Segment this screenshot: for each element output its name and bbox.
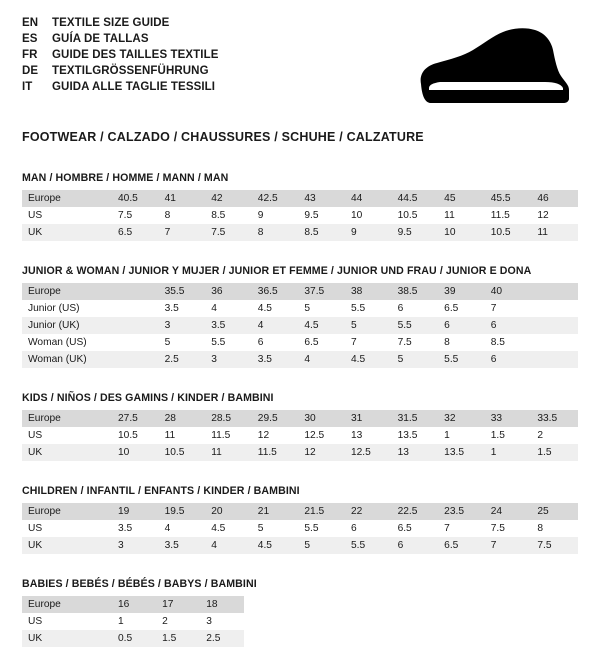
size-cell: 9	[252, 207, 299, 224]
size-cell: 2.5	[159, 351, 206, 368]
row-label: Woman (US)	[22, 334, 112, 351]
size-cell: 45.5	[485, 190, 532, 207]
table-row	[22, 410, 578, 427]
language-row	[22, 16, 219, 31]
size-cell: 35.5	[159, 283, 206, 300]
size-cell: 5	[392, 351, 439, 368]
language-row	[22, 32, 219, 47]
size-cell: 39	[438, 283, 485, 300]
size-cell: 20	[205, 503, 252, 520]
row-label: US	[22, 207, 112, 224]
size-cell: 3	[200, 613, 244, 630]
table-row	[22, 630, 244, 647]
size-cell: 28.5	[205, 410, 252, 427]
size-cell: 1	[112, 613, 156, 630]
language-title: GUÍA DE TALLAS	[52, 33, 149, 45]
size-cell: 10.5	[392, 207, 439, 224]
language-row	[22, 48, 219, 63]
size-cell: 6.5	[298, 334, 345, 351]
size-cell: 5	[345, 317, 392, 334]
size-section	[22, 578, 578, 647]
size-cell: 5	[159, 334, 206, 351]
language-title: TEXTILE SIZE GUIDE	[52, 17, 170, 29]
size-cell: 10.5	[485, 224, 532, 241]
size-cell	[112, 283, 159, 300]
size-cell: 3.5	[252, 351, 299, 368]
size-cell: 3	[205, 351, 252, 368]
size-cell: 4	[252, 317, 299, 334]
size-cell: 5.5	[345, 537, 392, 554]
table-row	[22, 444, 578, 461]
size-cell: 42	[205, 190, 252, 207]
table-row	[22, 613, 244, 630]
language-code: IT	[22, 81, 33, 93]
size-cell: 7	[345, 334, 392, 351]
size-cell: 4	[205, 300, 252, 317]
size-cell: 4.5	[298, 317, 345, 334]
size-cell: 37.5	[298, 283, 345, 300]
category-title: FOOTWEAR / CALZADO / CHAUSSURES / SCHUHE / CALZATURE	[22, 130, 424, 144]
size-cell	[112, 351, 159, 368]
language-code: EN	[22, 17, 39, 29]
language-title: GUIDE DES TAILLES TEXTILE	[52, 49, 219, 61]
size-cell	[531, 334, 578, 351]
size-cell: 8	[159, 207, 206, 224]
size-cell: 7	[485, 537, 532, 554]
size-sections	[22, 172, 578, 647]
size-cell: 30	[298, 410, 345, 427]
table-row	[22, 503, 578, 520]
size-cell: 1.5	[156, 630, 200, 647]
size-cell: 10.5	[112, 427, 159, 444]
size-cell: 4.5	[252, 537, 299, 554]
size-cell: 3.5	[159, 300, 206, 317]
section-title: CHILDREN / INFANTIL / ENFANTS / KINDER / BAMBINI	[22, 485, 300, 497]
size-cell: 9	[345, 224, 392, 241]
size-cell: 19	[112, 503, 159, 520]
size-cell: 2.5	[200, 630, 244, 647]
size-cell: 6	[438, 317, 485, 334]
size-cell: 3.5	[159, 537, 206, 554]
size-cell	[531, 283, 578, 300]
size-cell: 22.5	[392, 503, 439, 520]
section-title: JUNIOR & WOMAN / JUNIOR Y MUJER / JUNIOR ET FEMME / JUNIOR UND FRAU / JUNIOR E DONA	[22, 265, 532, 277]
size-cell: 7.5	[112, 207, 159, 224]
size-cell: 8	[531, 520, 578, 537]
size-cell: 6	[485, 317, 532, 334]
row-label: UK	[22, 224, 112, 241]
size-cell: 24	[485, 503, 532, 520]
size-cell: 5.5	[298, 520, 345, 537]
size-cell: 8	[438, 334, 485, 351]
size-cell: 33.5	[531, 410, 578, 427]
size-cell: 6.5	[392, 520, 439, 537]
size-cell: 38.5	[392, 283, 439, 300]
size-cell	[112, 334, 159, 351]
size-table	[22, 596, 244, 647]
size-cell: 4.5	[252, 300, 299, 317]
row-label: US	[22, 520, 112, 537]
size-cell: 11	[159, 427, 206, 444]
language-row	[22, 64, 219, 79]
size-section	[22, 172, 578, 241]
table-row	[22, 207, 578, 224]
size-section	[22, 485, 578, 554]
size-cell: 42.5	[252, 190, 299, 207]
row-label: Europe	[22, 596, 112, 613]
size-cell: 4	[298, 351, 345, 368]
size-cell: 25	[531, 503, 578, 520]
size-cell: 5	[252, 520, 299, 537]
table-row	[22, 300, 578, 317]
size-section	[22, 265, 578, 368]
size-cell: 40.5	[112, 190, 159, 207]
table-row	[22, 283, 578, 300]
table-row	[22, 537, 578, 554]
size-cell: 13	[345, 427, 392, 444]
size-cell: 4	[159, 520, 206, 537]
size-cell: 13.5	[392, 427, 439, 444]
size-cell: 17	[156, 596, 200, 613]
size-cell: 36	[205, 283, 252, 300]
size-cell: 40	[485, 283, 532, 300]
size-cell: 7.5	[485, 520, 532, 537]
size-cell: 12	[252, 427, 299, 444]
size-cell: 13.5	[438, 444, 485, 461]
size-cell: 45	[438, 190, 485, 207]
size-cell: 36.5	[252, 283, 299, 300]
size-cell: 7.5	[205, 224, 252, 241]
size-table	[22, 503, 578, 554]
size-cell: 5.5	[205, 334, 252, 351]
size-cell: 5.5	[392, 317, 439, 334]
size-cell: 11	[531, 224, 578, 241]
language-title: GUIDA ALLE TAGLIE TESSILI	[52, 81, 216, 93]
size-cell: 7	[485, 300, 532, 317]
size-cell: 16	[112, 596, 156, 613]
table-row	[22, 317, 578, 334]
size-cell: 29.5	[252, 410, 299, 427]
size-cell: 3.5	[112, 520, 159, 537]
size-cell: 0.5	[112, 630, 156, 647]
size-cell: 44.5	[392, 190, 439, 207]
size-cell: 12	[298, 444, 345, 461]
size-cell: 11.5	[485, 207, 532, 224]
table-row	[22, 351, 578, 368]
size-cell: 27.5	[112, 410, 159, 427]
size-cell: 1	[438, 427, 485, 444]
size-cell: 44	[345, 190, 392, 207]
size-cell: 6	[252, 334, 299, 351]
size-table	[22, 190, 578, 241]
row-label: Europe	[22, 283, 112, 300]
size-cell: 31	[345, 410, 392, 427]
size-cell: 1.5	[531, 444, 578, 461]
size-cell: 10.5	[159, 444, 206, 461]
section-title: MAN / HOMBRE / HOMME / MANN / MAN	[22, 172, 229, 184]
row-label: Europe	[22, 190, 112, 207]
size-cell: 33	[485, 410, 532, 427]
language-code: ES	[22, 33, 38, 45]
language-code: DE	[22, 65, 39, 77]
row-label: US	[22, 613, 112, 630]
row-label: Junior (UK)	[22, 317, 112, 334]
size-cell: 38	[345, 283, 392, 300]
table-row	[22, 520, 578, 537]
row-label: Europe	[22, 503, 112, 520]
size-cell	[112, 300, 159, 317]
size-cell	[531, 317, 578, 334]
size-cell: 21.5	[298, 503, 345, 520]
size-cell: 1	[485, 444, 532, 461]
row-label: US	[22, 427, 112, 444]
size-cell: 8.5	[485, 334, 532, 351]
size-cell: 3	[112, 537, 159, 554]
size-cell: 6	[392, 300, 439, 317]
size-cell: 11.5	[252, 444, 299, 461]
size-cell	[531, 300, 578, 317]
size-table	[22, 283, 578, 368]
size-cell: 28	[159, 410, 206, 427]
table-row	[22, 596, 244, 613]
size-cell: 6.5	[112, 224, 159, 241]
header	[22, 16, 578, 114]
section-title: BABIES / BEBÉS / BÉBÉS / BABYS / BAMBINI	[22, 578, 257, 590]
size-cell: 23.5	[438, 503, 485, 520]
size-section	[22, 392, 578, 461]
size-cell: 46	[531, 190, 578, 207]
language-row	[22, 80, 219, 95]
size-cell: 11	[438, 207, 485, 224]
language-title: TEXTILGRÖSSENFÜHRUNG	[52, 65, 209, 77]
size-cell: 12	[531, 207, 578, 224]
row-label: UK	[22, 537, 112, 554]
size-cell: 5	[298, 537, 345, 554]
size-cell: 6.5	[438, 537, 485, 554]
size-cell: 32	[438, 410, 485, 427]
size-cell: 1.5	[485, 427, 532, 444]
language-code: FR	[22, 49, 38, 61]
table-row	[22, 190, 578, 207]
size-cell: 7	[159, 224, 206, 241]
size-cell: 3	[159, 317, 206, 334]
size-cell: 9.5	[392, 224, 439, 241]
size-cell: 11	[205, 444, 252, 461]
size-cell: 10	[438, 224, 485, 241]
row-label: Woman (UK)	[22, 351, 112, 368]
size-cell: 2	[156, 613, 200, 630]
table-row	[22, 224, 578, 241]
size-cell: 8.5	[205, 207, 252, 224]
size-cell: 5	[298, 300, 345, 317]
size-cell	[112, 317, 159, 334]
size-cell: 41	[159, 190, 206, 207]
size-cell: 2	[531, 427, 578, 444]
size-cell: 10	[345, 207, 392, 224]
size-cell: 43	[298, 190, 345, 207]
row-label: UK	[22, 630, 112, 647]
size-cell: 31.5	[392, 410, 439, 427]
size-cell: 4.5	[345, 351, 392, 368]
size-cell: 6	[392, 537, 439, 554]
size-cell: 10	[112, 444, 159, 461]
table-row	[22, 334, 578, 351]
size-cell: 13	[392, 444, 439, 461]
size-cell: 6	[485, 351, 532, 368]
size-cell: 6.5	[438, 300, 485, 317]
size-cell: 7.5	[392, 334, 439, 351]
size-cell: 5.5	[345, 300, 392, 317]
size-cell: 11.5	[205, 427, 252, 444]
size-cell: 3.5	[205, 317, 252, 334]
size-cell: 4.5	[205, 520, 252, 537]
language-title-list	[22, 16, 219, 95]
size-cell: 8	[252, 224, 299, 241]
size-cell: 19.5	[159, 503, 206, 520]
size-cell: 12.5	[298, 427, 345, 444]
size-cell: 22	[345, 503, 392, 520]
size-cell: 4	[205, 537, 252, 554]
dress-shoe-icon	[385, 22, 570, 114]
section-title: KIDS / NIÑOS / DES GAMINS / KINDER / BAMBINI	[22, 392, 274, 404]
row-label: Europe	[22, 410, 112, 427]
size-cell: 5.5	[438, 351, 485, 368]
size-cell: 9.5	[298, 207, 345, 224]
row-label: UK	[22, 444, 112, 461]
size-cell: 7	[438, 520, 485, 537]
size-cell	[531, 351, 578, 368]
size-table	[22, 410, 578, 461]
size-cell: 12.5	[345, 444, 392, 461]
size-cell: 7.5	[531, 537, 578, 554]
size-cell: 6	[345, 520, 392, 537]
size-cell: 8.5	[298, 224, 345, 241]
table-row	[22, 427, 578, 444]
row-label: Junior (US)	[22, 300, 112, 317]
size-cell: 21	[252, 503, 299, 520]
size-cell: 18	[200, 596, 244, 613]
